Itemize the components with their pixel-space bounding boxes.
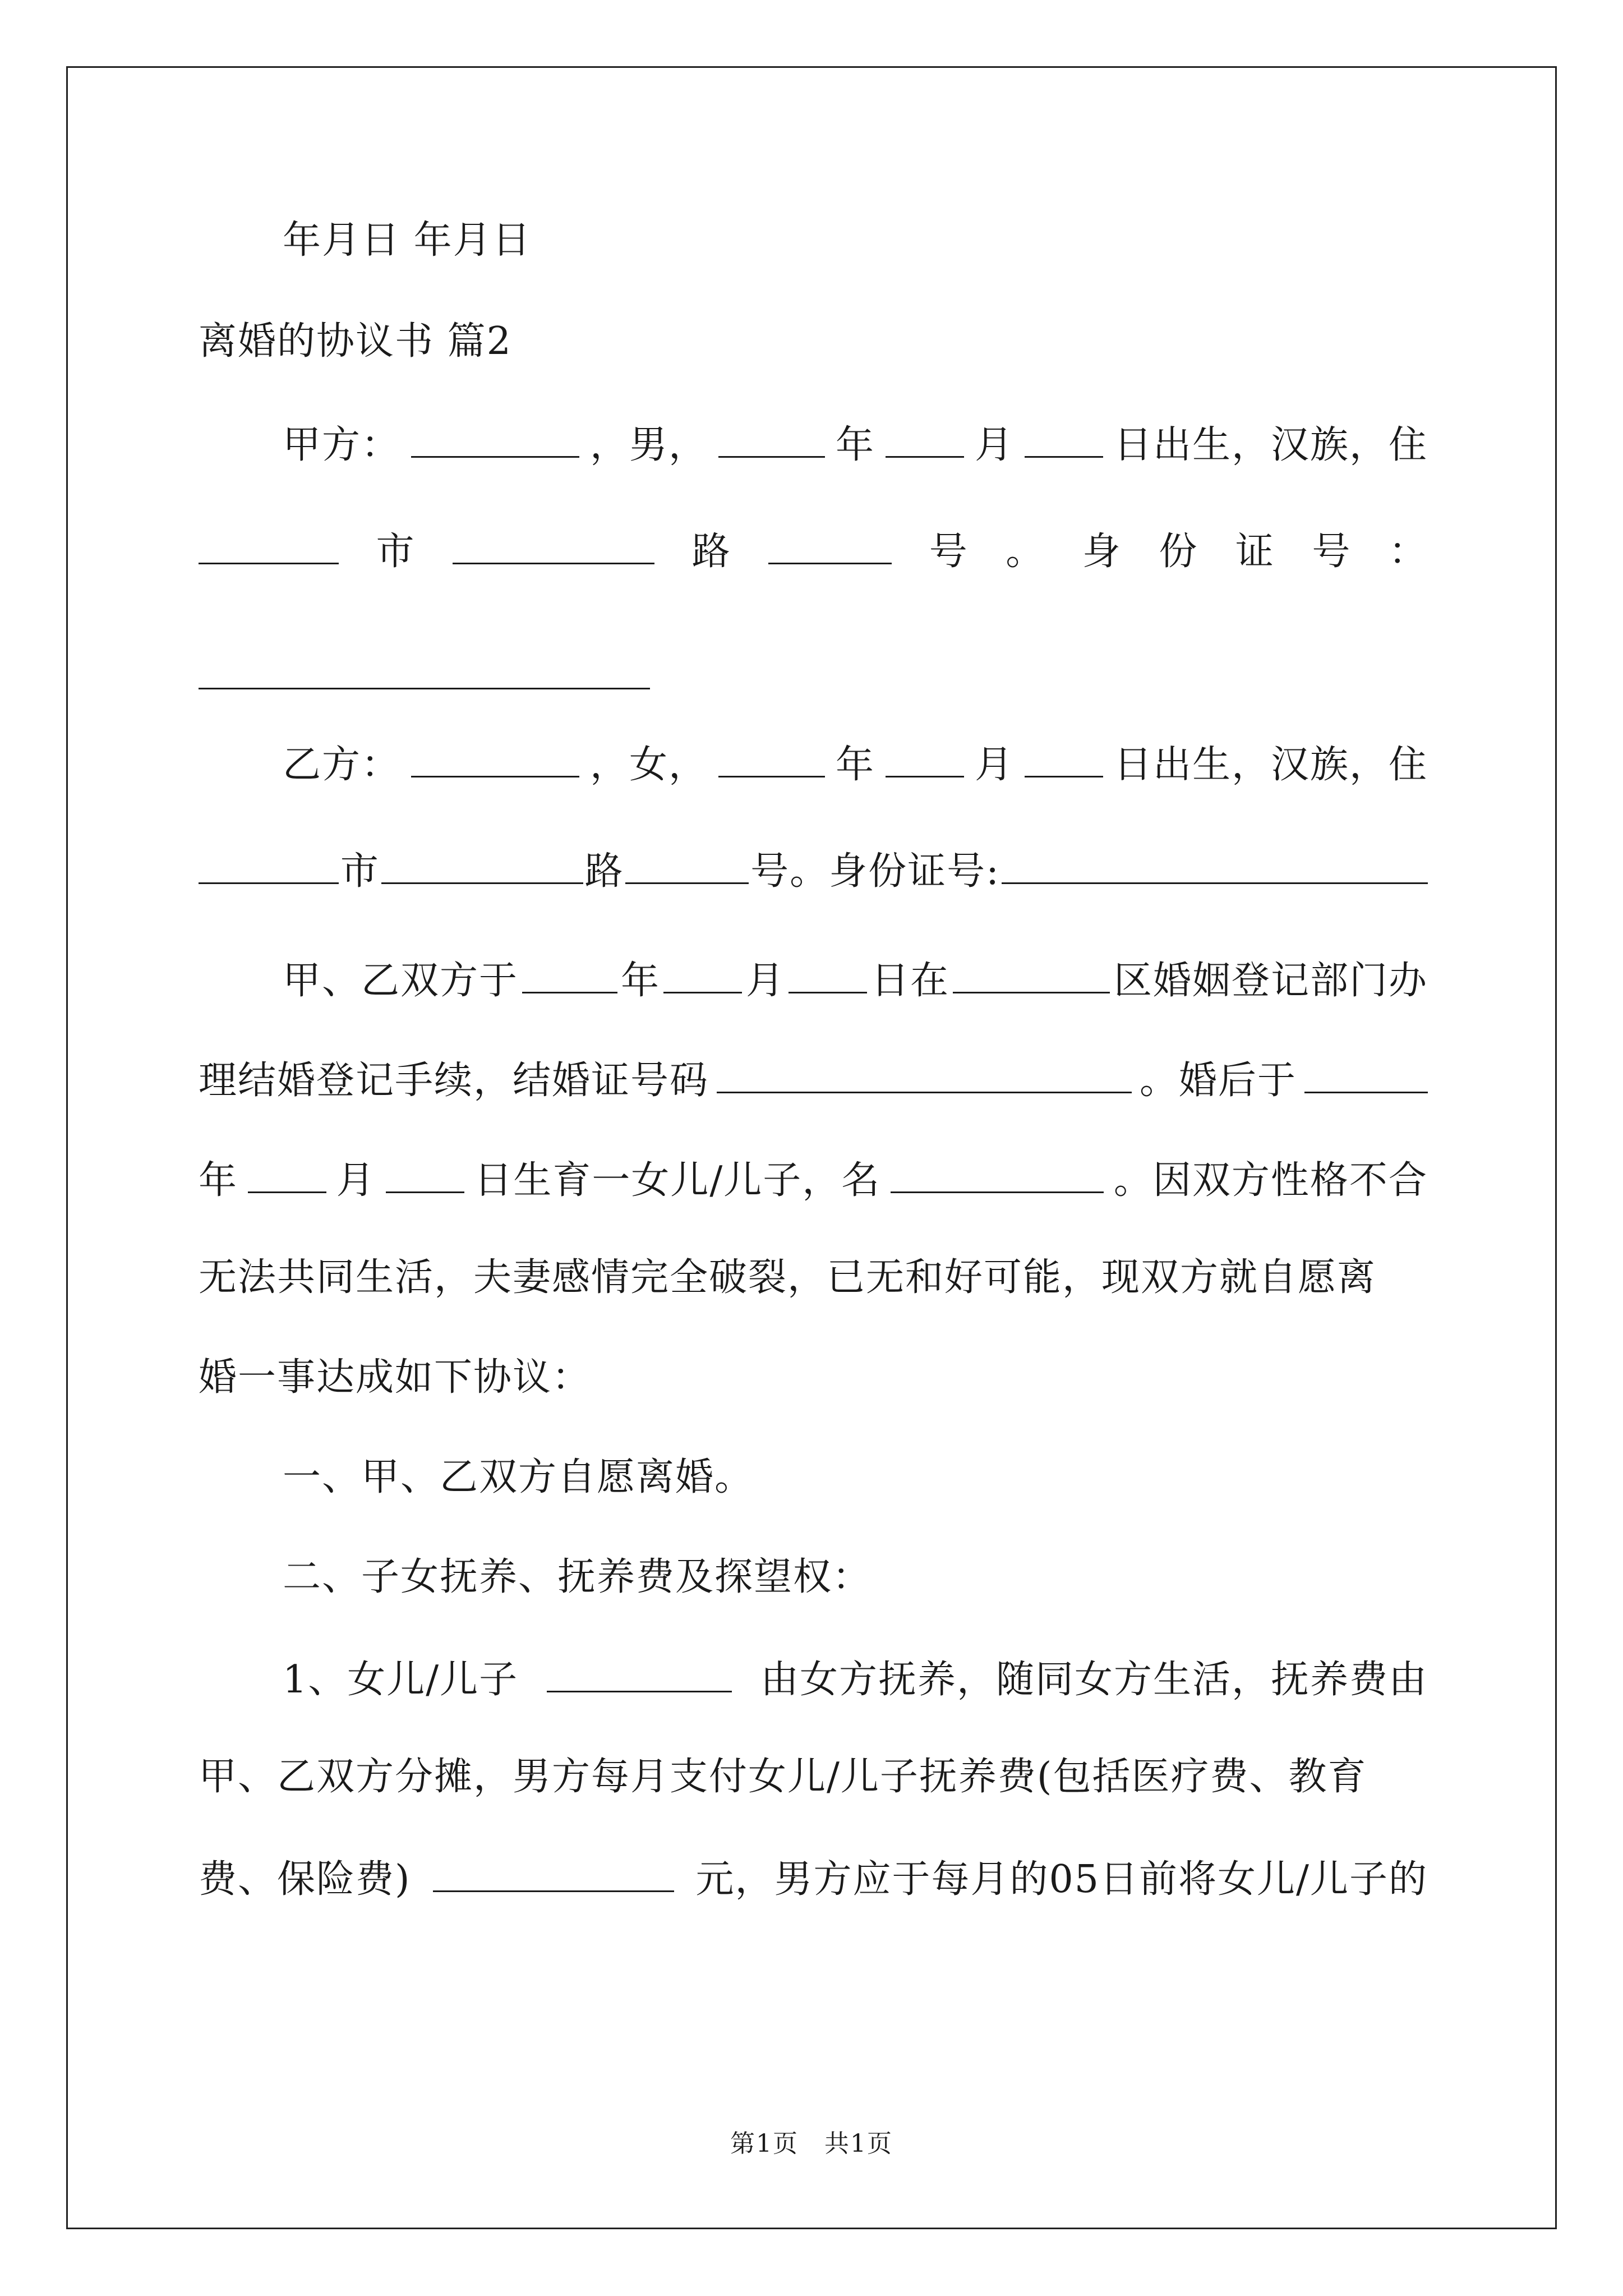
para1-line-4 (199, 1255, 1428, 1300)
birth-day-blank (386, 1159, 464, 1193)
party-b-number-blank (625, 850, 749, 884)
support-amount-blank (433, 1858, 674, 1892)
para1-line5-text: 婚一事达成如下协议： (199, 1355, 592, 1400)
item-1-line-3 (199, 1857, 1428, 1902)
marriage-cert-blank (717, 1059, 1132, 1093)
party-a-year-label: 年 (835, 423, 875, 467)
party-a-year-blank (718, 424, 825, 458)
item-1-line2-text: 甲、乙双方分摊，男方每月支付女儿/儿子抚养费(包括医疗费、教育 (199, 1755, 1367, 1799)
clause-1-text: 一、甲、乙双方自愿离婚。 (283, 1455, 754, 1499)
marriage-day-blank (789, 959, 867, 993)
page-border (66, 66, 1557, 2229)
para1-office: 区婚姻登记部门办 (1113, 959, 1428, 1003)
party-b-road-label: 路 (584, 849, 624, 894)
birth-year-blank (1304, 1059, 1428, 1093)
para1-line-2 (199, 1059, 1428, 1103)
item-1-line3-start: 费、保险费) (199, 1857, 411, 1902)
clause-1 (283, 1455, 1428, 1499)
para1-line-3 (199, 1158, 1428, 1203)
party-b-name-blank (411, 743, 579, 777)
custody-child-blank (547, 1658, 732, 1692)
marriage-district-blank (953, 959, 1110, 993)
party-b-city-label: 市 (340, 849, 380, 894)
party-a-id-char: 份 (1159, 530, 1198, 574)
party-a-month-label: 月 (974, 423, 1014, 467)
party-b-year-blank (718, 743, 825, 777)
party-a-line-3 (199, 655, 1428, 696)
para1-line3-month: 月 (336, 1158, 376, 1203)
party-a-born-text: 日出生，汉族，住 (1113, 423, 1428, 467)
party-a-road-label: 路 (691, 530, 731, 574)
para1-day-at: 日在 (870, 959, 949, 1003)
para1-line2-start: 理结婚登记手续，结婚证号码 (199, 1059, 709, 1103)
party-b-label: 乙方： (283, 743, 401, 787)
item-1-end: 由女方抚养，随同女方生活，抚养费由 (760, 1658, 1428, 1702)
party-a-id-char: 身 (1082, 530, 1122, 574)
party-b-day-blank (1025, 743, 1103, 777)
date-line-text: 年月日 年月日 (283, 218, 532, 263)
party-a-name-blank (411, 424, 579, 458)
party-a-number-blank (768, 530, 892, 564)
para1-start: 甲、乙双方于 (283, 959, 519, 1003)
party-b-year-label: 年 (835, 743, 875, 787)
party-b-road-blank (381, 850, 583, 884)
section-title (199, 319, 1428, 364)
date-line (283, 218, 1428, 263)
party-a-id-prefix: 。 (1006, 530, 1045, 574)
party-a-id-char: ： (1388, 530, 1428, 574)
item-1-start: 1、女儿/儿子 (283, 1658, 519, 1702)
party-a-line-2 (199, 530, 1428, 574)
party-b-id-blank (1002, 850, 1428, 884)
party-a-city-label: 市 (376, 530, 416, 574)
party-b-born-text: 日出生，汉族，住 (1113, 743, 1428, 787)
party-b-id-text: 号。身份证号: (750, 849, 1000, 894)
party-a-id-char: 证 (1235, 530, 1275, 574)
para1-month: 月 (745, 959, 785, 1003)
party-a-month-blank (886, 424, 964, 458)
party-a-day-blank (1025, 424, 1103, 458)
party-b-city-blank (199, 850, 339, 884)
para1-line2-end: 。婚后于 (1139, 1059, 1297, 1103)
party-a-id-char: 号 (1312, 530, 1352, 574)
party-b-month-blank (886, 743, 964, 777)
clause-2 (283, 1555, 1428, 1599)
party-a-city-blank (199, 530, 339, 564)
party-a-label: 甲方： (283, 423, 401, 467)
page-footer (0, 2129, 1623, 2158)
para1-line-1 (283, 959, 1428, 1003)
party-a-line-1 (283, 423, 1428, 467)
party-a-gender: ，男， (589, 423, 708, 467)
item-1-line-2 (199, 1755, 1428, 1799)
party-a-number-label: 号 (929, 530, 969, 574)
party-a-road-blank (453, 530, 654, 564)
section-title-text: 离婚的协议书 篇2 (199, 319, 512, 364)
birth-month-blank (248, 1159, 326, 1193)
para1-line4-text: 无法共同生活，夫妻感情完全破裂，已无和好可能，现双方就自愿离 (199, 1255, 1377, 1300)
party-b-month-label: 月 (974, 743, 1014, 787)
party-a-id-blank (199, 655, 650, 689)
item-1-line-1 (283, 1658, 1428, 1702)
para1-year: 年 (620, 959, 660, 1003)
para1-line3-mid: 日生育一女儿/儿子，名 (474, 1158, 881, 1203)
marriage-year-blank (522, 959, 617, 993)
para1-line3-year: 年 (199, 1158, 238, 1203)
party-b-line-1 (283, 743, 1428, 787)
page-number-text: 第1页 共1页 (730, 2129, 893, 2158)
party-b-gender: ，女， (589, 743, 708, 787)
clause-2-text: 二、子女抚养、抚养费及探望权： (283, 1555, 872, 1599)
party-b-line-2 (199, 849, 1428, 894)
item-1-line3-end: 元，男方应于每月的05日前将女儿/儿子的 (695, 1857, 1428, 1902)
child-name-blank (891, 1159, 1104, 1193)
para1-line-5 (199, 1355, 1428, 1400)
para1-line3-end: 。因双方性格不合 (1113, 1158, 1428, 1203)
marriage-month-blank (663, 959, 742, 993)
